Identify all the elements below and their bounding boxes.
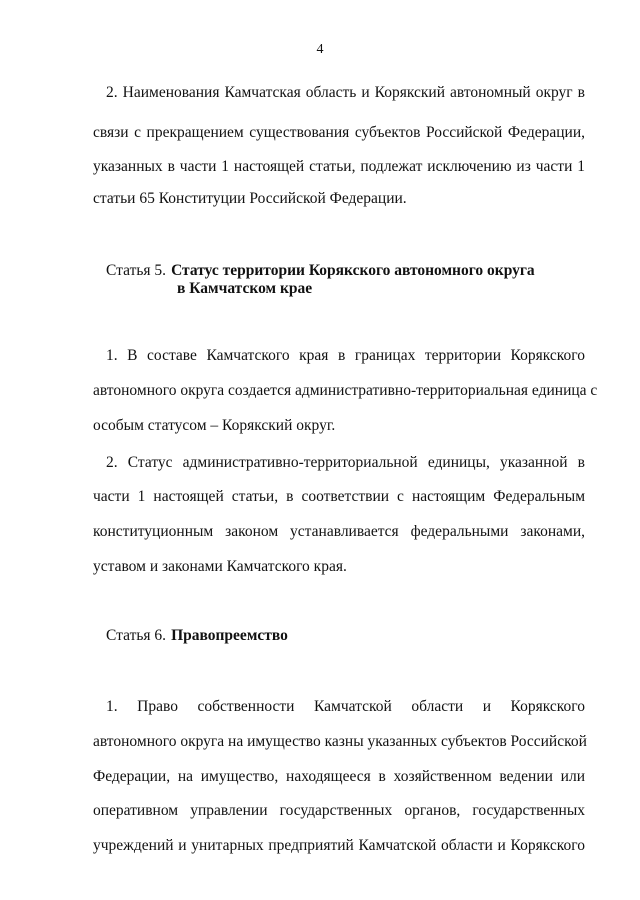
text-line: статьи 65 Конституции Российской Федерации. (93, 190, 407, 207)
text-line: особым статусом – Корякский округ. (93, 417, 336, 434)
article-5-label: Статья 5. (106, 262, 167, 279)
article-5-heading-row (106, 261, 535, 281)
article-6-title-line-1: Правопреемство (171, 627, 288, 644)
text-line: 1. Право собственности Камчатской области и Корякского (106, 698, 585, 715)
article-6-label: Статья 6. (106, 627, 167, 644)
text-line: Федерации, на имущество, находящееся в хозяйственном ведении или (93, 768, 585, 785)
text-line: автономного округа создается административно-территориальная единица с (93, 382, 598, 399)
page-number: 4 (316, 42, 324, 57)
article-5-title-line-2: в Камчатском крае (177, 280, 313, 297)
text-line: автономного округа на имущество казны указанных субъектов Российской (93, 733, 587, 750)
text-line: части 1 настоящей статьи, в соответствии с настоящим Федеральным (93, 488, 585, 505)
text-line: оперативном управлении государственных органов, государственных (93, 802, 585, 819)
text-line: связи с прекращением существования субъектов Российской Федерации, (93, 124, 585, 141)
text-line: 2. Статус административно-территориальной единицы, указанной в (106, 454, 585, 471)
text-line: уставом и законами Камчатского края. (93, 558, 347, 575)
text-line: 1. В составе Камчатского края в границах территории Корякского (106, 347, 585, 364)
text-line: учреждений и унитарных предприятий Камчатской области и Корякского (93, 837, 585, 854)
text-line: указанных в части 1 настоящей статьи, подлежат исключению из части 1 (93, 158, 585, 175)
article-6-heading-row (106, 626, 288, 646)
article-5-title-line-1: Статус территории Корякского автономного округа (171, 262, 535, 279)
text-line: 2. Наименования Камчатская область и Корякский автономный округ в (106, 84, 585, 101)
text-line: конституционным законом устанавливается федеральными законами, (93, 523, 585, 540)
